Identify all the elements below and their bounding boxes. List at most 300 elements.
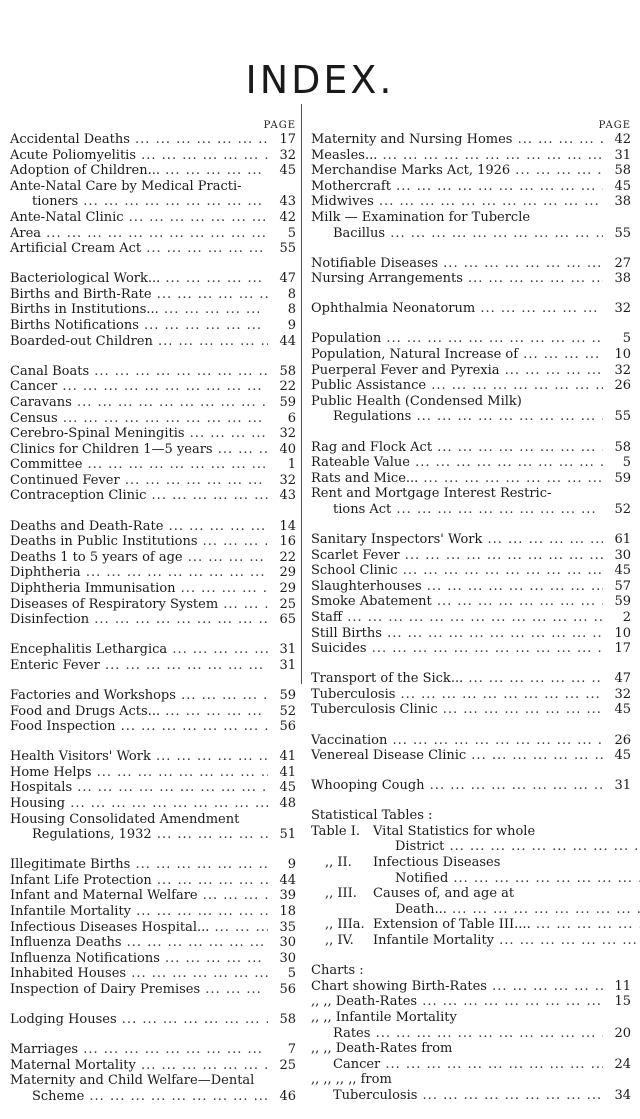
page-number: 56 [279,719,296,735]
entry-title: Public Assistance ... . [311,378,603,394]
entry-row [10,565,296,581]
page-number: 22 [279,549,296,565]
index-entry [10,642,296,658]
entry-row [10,241,296,257]
entry-title: Nursing Arrangements ... . [311,271,603,287]
page-number: 42 [279,209,296,225]
entry-title: Canal Boats ... . [10,364,268,380]
index-entry [311,748,631,764]
page-number: 46 [279,1088,296,1104]
entry-row [10,163,296,179]
entry-row [10,904,296,920]
page-number: 8 [287,286,296,302]
entry-row [311,532,631,548]
index-entry [10,148,296,164]
entry-title: Enteric Fever ... . [10,658,268,674]
page-number: 32 [279,426,296,442]
index-entry [10,411,296,427]
entry-title: Diseases of Respiratory System ... . [10,597,268,613]
page-number: 27 [614,255,631,271]
index-entry [10,287,296,303]
page-number: 26 [614,378,631,394]
entry-row [10,857,296,873]
entry-title: Inspection of Dairy Premises ... . [10,982,268,998]
entry-row [311,687,631,703]
page-number: 31 [279,642,296,658]
entry-row [311,409,631,425]
entry-row [10,318,296,334]
entry-row [10,581,296,597]
entry-row [10,920,296,936]
index-entry [10,658,296,674]
entry-row [311,226,631,242]
entry-title-line: Ante-Natal Care by Medical Practi- [10,178,242,194]
entry-title-line: Rent and Mortgage Interest Restric- [311,486,552,502]
index-entry [10,519,296,535]
page-number: 35 [279,919,296,935]
index-letter-group [10,749,296,843]
index-entry [311,194,631,210]
entry-row [10,457,296,473]
index-entry [311,641,631,657]
entry-title: Bacteriological Work... ... . [10,271,268,287]
index-entry [311,331,631,347]
entry-title: Health Visitors' Work ... . [10,749,268,765]
index-letter-group [10,857,296,997]
page-number: 9 [287,318,296,334]
entry-row [311,148,631,164]
entry-row [311,271,631,287]
page-number: 31 [279,657,296,673]
index-entry [10,857,296,873]
page-number: 55 [279,241,296,257]
page-number: 5 [287,225,296,241]
entry-title: Contraception Clinic ... . [10,488,268,504]
page-number: 1 [287,457,296,473]
entry-title: Extension of Table III.... ... . [373,917,640,933]
entry-row [10,473,296,489]
index-entry [10,982,296,998]
entry-row [311,256,631,272]
index-entry [311,210,631,241]
page-number: 2 [622,609,631,625]
index-entry [311,1010,631,1041]
entry-row [10,873,296,889]
entry-row [10,749,296,765]
index-entry [10,873,296,889]
entry-row [311,455,631,471]
index-entry [311,471,631,487]
page-number: 25 [279,1057,296,1073]
page-number: 17 [279,132,296,147]
index-entry [10,488,296,504]
entry-row [311,301,631,317]
index-entry [311,148,631,164]
page-number: 47 [614,671,631,687]
entry-title: Ante-Natal Clinic ... . [10,210,268,226]
entry-row [311,979,631,995]
index-entry [10,334,296,350]
entry-row [10,612,296,628]
index-letter-group [311,132,631,241]
entry-row [10,597,296,613]
entry-row [10,148,296,164]
entry-title: Adoption of Children... ... . [10,163,268,179]
index-entry [311,778,631,794]
index-entry [311,579,631,595]
entry-title: Caravans ... . [10,395,268,411]
page-number: 31 [614,778,631,794]
entry-row [10,411,296,427]
entry-row [10,132,296,148]
index-entry [311,1041,631,1072]
entry-row [10,827,296,843]
index-entry [311,733,631,749]
entry-row [311,748,631,764]
entry-row [10,194,296,210]
page-number: 30 [614,547,631,563]
entry-title: Accidental Deaths ... . [10,132,268,148]
entry-row [10,688,296,704]
entry-title: Acute Poliomyelitis ... . [10,148,268,164]
page-number: 30 [279,935,296,951]
entry-title: Maternity and Nursing Homes ... . [311,132,603,148]
entry-title: tions Act ... . [311,502,603,518]
entry-row [373,839,640,855]
entry-row [373,933,640,949]
entry-title: Artificial Cream Act ... . [10,241,268,257]
index-entry [10,241,296,257]
entry-row [311,331,631,347]
entry-title: Area ... . [10,226,268,242]
entry-title: Infantile Mortality ... . [10,904,268,920]
index-entry [10,780,296,796]
index-entry [10,888,296,904]
entry-title: School Clinic ... . [311,563,603,579]
page-number: 9 [287,857,296,873]
entry-title: Boarded-out Children ... . [10,334,268,350]
entry-title: Deaths and Death-Rate ... . [10,519,268,535]
page-number: 41 [279,749,296,765]
entry-title: Population ... . [311,331,603,347]
index-entry [10,920,296,936]
page-number: 42 [614,132,631,147]
index-entry [10,364,296,380]
index-entry [311,671,631,687]
page-number: 41 [279,764,296,780]
index-entry [10,966,296,982]
entry-row [10,1042,296,1058]
entry-title: District ... . [373,839,640,855]
index-entry [311,610,631,626]
page-number: 43 [279,194,296,210]
page-number: 31 [614,147,631,163]
entry-row [10,519,296,535]
entry-title: Infectious Diseases Hospital... ... . [10,920,268,936]
page-number: 32 [279,147,296,163]
entry-title: Diphtheria ... . [10,565,268,581]
entry-row [10,704,296,720]
page-number: 55 [614,225,631,241]
page-number: 5 [287,966,296,982]
entry-title: Infant Life Protection ... . [10,873,268,889]
page-number: 32 [614,686,631,702]
index-entry [311,132,631,148]
page-number: 45 [614,748,631,764]
index-letter-group [311,778,631,794]
entry-title: Notified ... . [373,871,640,887]
entry-title-line: Public Health (Condensed Milk) [311,393,522,409]
entry-title: Home Helps ... . [10,765,268,781]
entry-row [311,548,631,564]
page-number: 59 [614,594,631,610]
charts-section [311,963,631,1103]
entry-title: Ophthalmia Neonatorum ... . [311,301,603,317]
entry-title: Tuberculosis Clinic ... . [311,702,603,718]
entry-title: Inhabited Houses ... . [10,966,268,982]
page-number: 26 [614,732,631,748]
entry-title-line: Infectious Diseases [373,855,501,871]
section-label: Statistical Tables : [311,808,433,824]
table-description [373,886,640,917]
page-number: 5 [622,331,631,347]
page-number: 48 [279,795,296,811]
entry-row [311,440,631,456]
section-label: Charts : [311,963,364,979]
index-entry [311,363,631,379]
entry-row [10,302,296,318]
entry-row [311,610,631,626]
entry-title: Mothercraft ... . [311,179,603,195]
page-number: 45 [279,780,296,796]
table-description [373,917,640,933]
index-entry [311,702,631,718]
entry-title: Whooping Cough ... . [311,778,603,794]
entry-title: Deaths 1 to 5 years of age ... . [10,550,268,566]
page-number: 45 [279,163,296,179]
index-entry [10,581,296,597]
page-number: 38 [614,271,631,287]
index-entry [311,548,631,564]
entry-row [311,671,631,687]
entry-title: Cancer ... . [10,379,268,395]
table-description [373,933,640,949]
entry-row [10,210,296,226]
entry-title: Vaccination ... . [311,733,603,749]
entry-title: Food and Drugs Acts... ... . [10,704,268,720]
page-number: 11 [614,978,631,994]
entry-title: Scheme ... . [10,1089,268,1105]
page-number: 51 [279,827,296,843]
page-number: 58 [279,1012,296,1028]
table-entry [311,886,631,917]
page-number: 65 [279,612,296,628]
entry-title: Suicides ... . [311,641,603,657]
entry-title: Scarlet Fever ... . [311,548,603,564]
entry-row [10,982,296,998]
index-entry [10,612,296,628]
index-entry [10,473,296,489]
entry-row [10,226,296,242]
index-letter-group [10,1012,296,1028]
entry-title: ,, ,, Death-Rates ... . [311,994,603,1010]
entry-title: Factories and Workshops ... . [10,688,268,704]
index-letter-group [311,733,631,764]
entry-title: Infant and Maternal Welfare ... . [10,888,268,904]
entry-row [311,363,631,379]
page-number: 58 [614,439,631,455]
entry-title: Cerebro-Spinal Meningitis ... . [10,426,268,442]
page-number: 29 [279,580,296,596]
entry-title: Venereal Disease Clinic ... . [311,748,603,764]
index-entry [10,1058,296,1074]
index-entry [10,210,296,226]
entry-title-line: ,, ,, Infantile Mortality [311,1009,457,1025]
index-entry [311,163,631,179]
index-entry [311,347,631,363]
page-number: 47 [279,271,296,287]
entry-row [311,179,631,195]
entry-title: Tuberculosis ... . [311,687,603,703]
index-entry [10,904,296,920]
entry-title: Cancer ... . [311,1057,603,1073]
page-number: 52 [279,703,296,719]
entry-title-line: Vital Statistics for whole [373,823,536,839]
entry-row [10,426,296,442]
entry-row [311,502,631,518]
page-number: 44 [279,333,296,349]
entry-title: Births Notifications ... . [10,318,268,334]
entry-title: Notifiable Diseases ... . [311,256,603,272]
entry-title: Committee ... . [10,457,268,473]
index-entry [311,626,631,642]
entry-title-line: ,, ,, Death-Rates from [311,1041,453,1057]
index-letter-group [311,440,631,518]
index-letter-group [10,1042,296,1104]
entry-row [311,1088,631,1104]
entry-title: Housing ... . [10,796,268,812]
entry-row [10,719,296,735]
page-number: 5 [622,455,631,471]
index-entry [10,565,296,581]
page-number: 55 [614,409,631,425]
entry-row [311,594,631,610]
entry-row [311,378,631,394]
right-column [311,118,631,1118]
index-entry [311,1072,631,1103]
entry-row [311,702,631,718]
entry-title: Rates ... . [311,1026,603,1042]
entry-title-line: Maternity and Child Welfare—Dental [10,1073,255,1089]
page-number: 25 [279,596,296,612]
entry-row [10,287,296,303]
entry-row [10,966,296,982]
index-entry [10,534,296,550]
entry-title: Sanitary Inspectors' Work ... . [311,532,603,548]
index-entry [311,532,631,548]
page-number: 57 [614,578,631,594]
page-number: 39 [279,888,296,904]
index-entry [311,179,631,195]
page-number: 22 [279,379,296,395]
entry-title: Deaths in Public Institutions ... . [10,534,268,550]
entry-title-line: Housing Consolidated Amendment [10,811,240,827]
page-number: 18 [279,904,296,920]
index-entry [10,226,296,242]
index-entry [311,486,631,517]
entry-row [373,871,640,887]
page-number: 45 [614,178,631,194]
table-entry [311,917,631,933]
entry-title: Chart showing Birth-Rates ... . [311,979,603,995]
page-number: 58 [614,163,631,179]
index-entry [10,951,296,967]
entry-row [10,334,296,350]
entry-row [10,765,296,781]
index-letter-group [10,271,296,349]
table-number: ,, IIIa. [325,917,365,933]
page-number: 59 [614,470,631,486]
entry-title: tioners ... . [10,194,268,210]
entry-row [10,642,296,658]
index-entry [10,442,296,458]
entry-title: Slaughterhouses ... . [311,579,603,595]
page-number: 32 [279,472,296,488]
index-letter-group [311,301,631,317]
entry-row [10,488,296,504]
entry-title: Midwives ... . [311,194,603,210]
entry-row [311,163,631,179]
index-letter-group [10,364,296,504]
entry-title: Puerperal Fever and Pyrexia ... . [311,363,603,379]
entry-row [311,132,631,148]
entry-row [373,902,640,918]
index-entry [10,1042,296,1058]
page-number: 16 [279,534,296,550]
entry-title: Lodging Houses ... . [10,1012,268,1028]
entry-title: Food Inspection ... . [10,719,268,735]
entry-row [311,563,631,579]
index-entry [10,688,296,704]
entry-row [10,1058,296,1074]
page-number: 43 [279,488,296,504]
entry-title: Influenza Notifications ... . [10,951,268,967]
entry-title: Continued Fever ... . [10,473,268,489]
entry-row [311,194,631,210]
entry-title-line: ,, ,, ,, ,, from [311,1072,392,1088]
entry-row [311,626,631,642]
table-entry [311,824,631,855]
index-letter-group [10,642,296,673]
entry-title: Clinics for Children 1—5 years ... . [10,442,268,458]
index-entry [10,457,296,473]
page-number: 14 [279,518,296,534]
index-entry [10,812,296,843]
index-entry [311,563,631,579]
index-entry [311,687,631,703]
index-entry [10,379,296,395]
index-entry [10,935,296,951]
table-entry [311,933,631,949]
entry-row [311,471,631,487]
index-entry [311,594,631,610]
page-title: INDEX. [245,58,395,102]
entry-title: Disinfection ... . [10,612,268,628]
page-number: 30 [279,950,296,966]
page-number: 38 [614,194,631,210]
entry-row [10,1012,296,1028]
index-entry [10,426,296,442]
